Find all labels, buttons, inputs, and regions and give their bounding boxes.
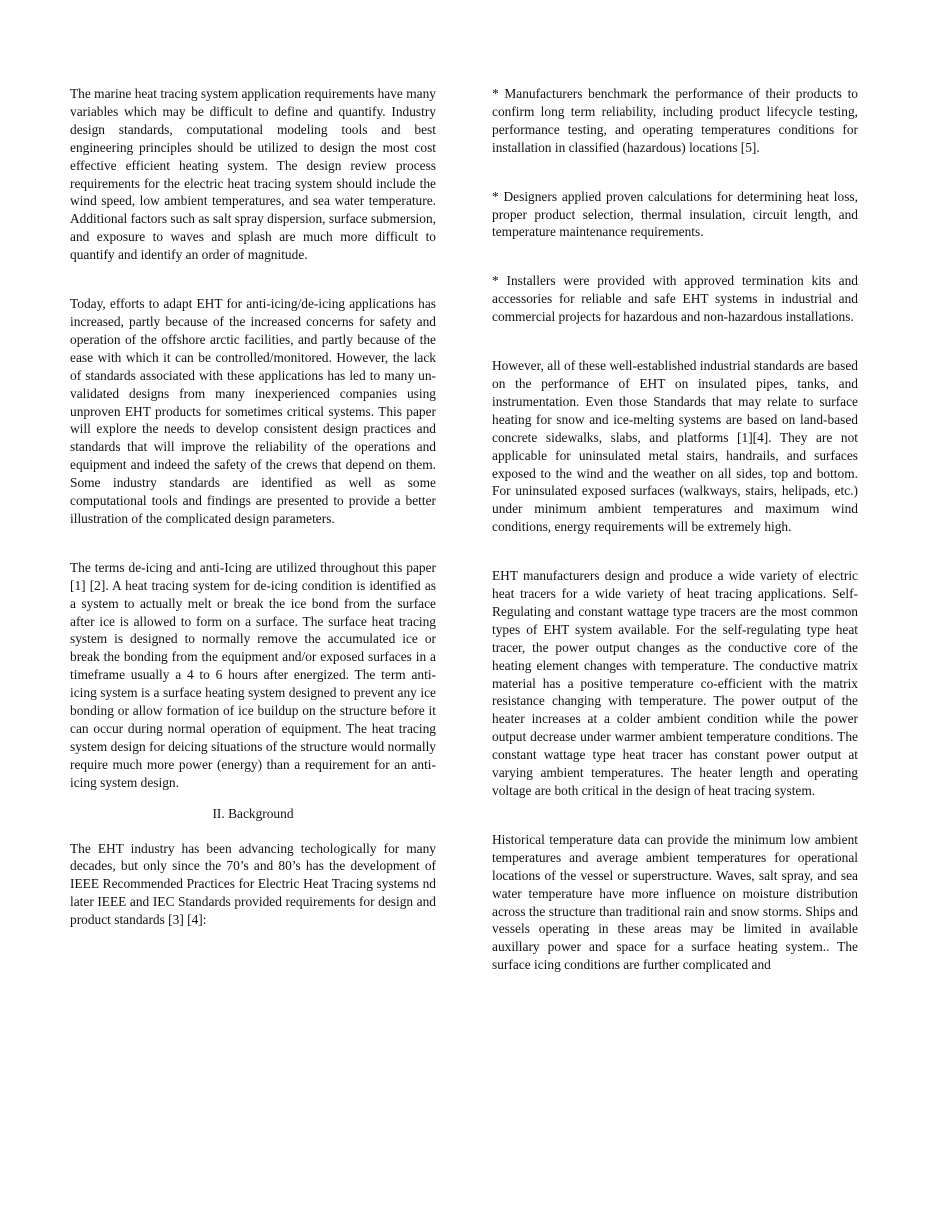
paragraph-marine-requirements: The marine heat tracing system application requirements have many variables which may be difficult to define and quantify. Industry design standards, computational modeling tools and best engineering principles should be utilized to design the most cost effective efficient heating system. The design review process requirements for the electric heat tracing system should include the wind speed, low ambient temperatures, and sea water temperature. Additional factors such as salt spray dispersion, surface submersion, and exposure to waves and splash are much more difficult to quantify and identify an order of magnitude. [70,86,436,263]
paragraph-standards-limitations: However, all of these well-established industrial standards are based on the performance of EHT on insulated pipes, tanks, and instrumentation. Even those Standards that may relate to surface heating for snow and ice-melting systems are based on land-based concrete sidewalks, slabs, and platforms [1][4]. They are not applicable for uninsulated metal stairs, handrails, and surfaces exposed to the wind and the weather on all sides, top and bottom. For uninsulated exposed surfaces (walkways, stairs, helipads, etc.) under minimum ambient temperatures and maximum wind conditions, energy requirements will be extremely high. [492,358,858,535]
paragraph-heat-tracer-types: EHT manufacturers design and produce a wide variety of electric heat tracers for a wide variety of heat tracing applications. Self-Regulating and constant wattage type tracers are the most common types of EHT system available. For the self-regulating type heat tracer, the power output changes as the conductive core of the heating element changes with temperature. The conductive matrix material has a positive temperature co-efficient with the matrix resistance changing with temperature. The power output of the heater increases at a colder ambient condition while the power output decrease under warmer ambient temperature conditions. The constant wattage type heat tracer has constant power output at varying ambient temperatures. The heater length and operating voltage are both critical in the design of heat tracing system. [492,568,858,798]
paragraph-eht-industry-history: The EHT industry has been advancing techologically for many decades, but only since the 70’s and 80’s has the development of IEEE Recommended Practices for Electric Heat Tracing systems nd later IEEE and IEC Standards provided requirements for design and product standards [3] [4]: [70,840,436,928]
section-heading-background: II. Background [212,805,294,821]
bullet-installers: * Installers were provided with approved termination kits and accessories for reliable and safe EHT systems in industrial and commercial projects for hazardous and non-hazardous installations. [492,273,858,325]
paragraph-historical-temperature: Historical temperature data can provide the minimum low ambient temperatures and average ambient temperatures for operational locations of the vessel or superstructure. Waves, salt spray, and sea water temperature have more influence on moisture distribution across the structure than traditional rain and snow storms. Ships and vessels operating in these areas may be limited in available auxillary power and space for a surface heating system.. The surface icing conditions are further complicated and [492,831,858,973]
left-column [70,85,436,929]
bullet-manufacturers: * Manufacturers benchmark the performance of their products to confirm long term reliability, including product lifecycle testing, performance testing, and operating temperatures conditions for installation in classified (hazardous) locations [5]. [492,86,858,155]
paragraph-adapt-eht: Today, efforts to adapt EHT for anti-icing/de-icing applications has increased, partly because of the increased concerns for safety and operation of the offshore arctic facilities, and partly because of the ease with which it can be controlled/monitored. However, the lack of standards associated with these applications has led to many un-validated designs from many inexperienced companies using unproven EHT products for sometimes critical systems. This paper will explore the needs to develop consistent design practices and standards that will improve the reliability of the operations and equipment and indeed the safety of the crews that depend on them. Some industry standards are identified as well as some computational tools and findings are presented to provide a better illustration of the complicated design parameters. [70,296,436,526]
right-column [492,85,858,974]
paragraph-deicing-antiicing-terms: The terms de-icing and anti-Icing are utilized throughout this paper [1] [2]. A heat tracing system for de-icing condition is identified as a system to actually melt or break the ice bond from the surface after ice is allowed to form on a surface. The surface heat tracing system is designed to normally remove the accumulated ice or break the bonding from the equipment and/or exposed surfaces in a timeframe usually a 4 to 6 hours after energized. The term anti-icing system is a surface heating system designed to prevent any ice bonding or allow formation of ice buildup on the structure before it can occur during normal operation of equipment. The heat tracing system design for deicing situations of the structure would normally require much more power (energy) than a requirement for an anti-icing system design. [70,559,436,790]
bullet-designers: * Designers applied proven calculations for determining heat loss, proper product selection, thermal insulation, circuit length, and temperature maintenance requirements. [492,188,858,240]
